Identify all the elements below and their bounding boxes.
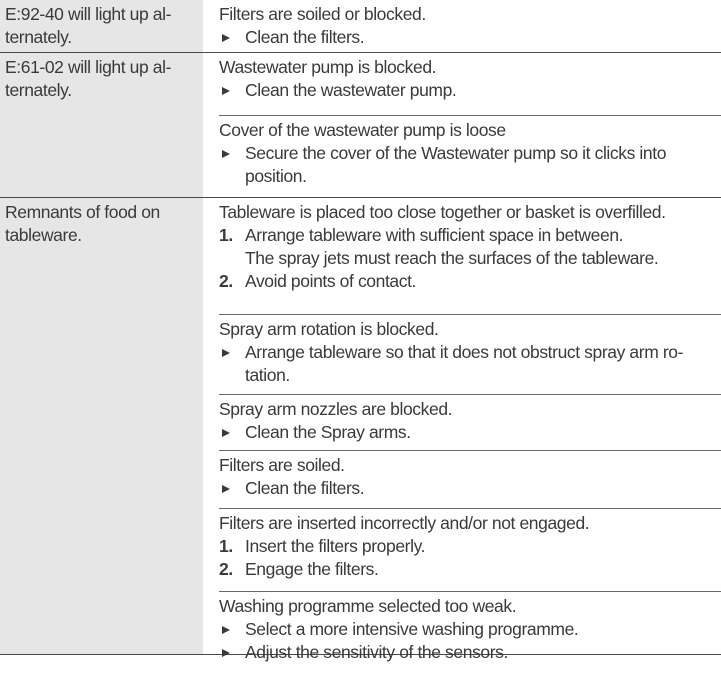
- action-text: Arrange tableware so that it does not obstruct spray arm ro- tation.: [245, 342, 684, 385]
- triangle-icon: [222, 626, 230, 634]
- step-number: 2.: [219, 271, 233, 291]
- table-row: [0, 0, 721, 53]
- remedy-cell: [203, 198, 721, 662]
- cause-text: Spray arm rotation is blocked.: [219, 319, 439, 339]
- cause-block: [219, 0, 721, 52]
- action-item: [219, 477, 721, 500]
- fault-cell: E:92-40 will light up al- ternately.: [0, 0, 203, 52]
- action-item: [219, 79, 721, 102]
- bullet-triangle-icon: [219, 421, 245, 444]
- triangle-icon: [222, 349, 230, 357]
- remedy-cell: [203, 0, 721, 52]
- action-item: [219, 224, 721, 270]
- step-number: 2.: [219, 559, 233, 579]
- action-text: Clean the wastewater pump.: [245, 80, 457, 100]
- bullet-triangle-icon: [219, 79, 245, 102]
- bullet-triangle-icon: [219, 142, 245, 188]
- cause-block: [219, 591, 721, 662]
- bullet-triangle-icon: [219, 26, 245, 49]
- cause-text: Cover of the wastewater pump is loose: [219, 120, 506, 140]
- action-item: [219, 421, 721, 444]
- action-item: [219, 558, 721, 581]
- cause-block: [219, 450, 721, 508]
- triangle-icon: [222, 485, 230, 493]
- bullet-triangle-icon: [219, 641, 245, 664]
- fault-cell: E:61-02 will light up al- ternately.: [0, 53, 203, 197]
- action-text: Secure the cover of the Wastewater pump so it clicks into position.: [245, 143, 667, 186]
- triangle-icon: [222, 150, 230, 158]
- action-text: Engage the filters.: [245, 559, 379, 579]
- cause-text: Filters are soiled.: [219, 455, 345, 475]
- cause-text: Filters are soiled or blocked.: [219, 4, 426, 24]
- cause-text: Washing programme selected too weak.: [219, 596, 517, 616]
- bullet-triangle-icon: [219, 341, 245, 387]
- action-text: Avoid points of contact.: [245, 271, 417, 291]
- action-item: [219, 535, 721, 558]
- action-text: Clean the filters.: [245, 478, 365, 498]
- cause-block: [219, 115, 721, 197]
- action-text: Select a more intensive washing programme.: [245, 619, 579, 639]
- action-item: [219, 26, 721, 49]
- action-text: Clean the Spray arms.: [245, 422, 411, 442]
- action-item: [219, 142, 721, 188]
- triangle-icon: [222, 87, 230, 95]
- cause-text: Spray arm nozzles are blocked.: [219, 399, 453, 419]
- cause-text: Filters are inserted incorrectly and/or not engaged.: [219, 513, 590, 533]
- action-text: Arrange tableware with sufficient space in between. The spray jets must reach the surfaces of the tableware.: [245, 225, 659, 268]
- action-text: Adjust the sensitivity of the sensors.: [245, 642, 508, 662]
- action-item: [219, 270, 721, 293]
- bullet-triangle-icon: [219, 618, 245, 641]
- cause-text: Wastewater pump is blocked.: [219, 57, 437, 77]
- cause-block: [219, 508, 721, 591]
- fault-cell: Remnants of food on tableware.: [0, 198, 203, 654]
- step-number: 1.: [219, 225, 233, 245]
- bullet-triangle-icon: [219, 477, 245, 500]
- action-item: [219, 641, 721, 664]
- remedy-cell: [203, 53, 721, 197]
- action-text: Clean the filters.: [245, 27, 365, 47]
- triangle-icon: [222, 429, 230, 437]
- cause-block: [219, 394, 721, 450]
- cause-text: Tableware is placed too close together or basket is overfilled.: [219, 202, 666, 222]
- table-row: [0, 53, 721, 198]
- action-text: Insert the filters properly.: [245, 536, 426, 556]
- cause-block: [219, 53, 721, 115]
- triangle-icon: [222, 34, 230, 42]
- cause-block: [219, 198, 721, 314]
- step-number: 1.: [219, 536, 233, 556]
- triangle-icon: [222, 649, 230, 657]
- action-item: [219, 341, 721, 387]
- table-row: [0, 198, 721, 662]
- cause-block: [219, 314, 721, 394]
- action-item: [219, 618, 721, 641]
